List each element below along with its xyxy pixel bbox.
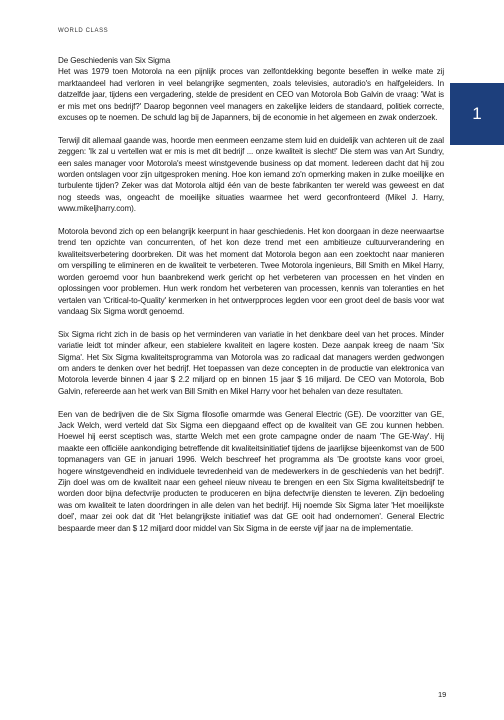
paragraph-3: Motorola bevond zich op een belangrijk keerpunt in haar geschiedenis. Het kon doorgaan in deze neerwaartse trend ten opzichte van concurrenten, of het kon deze trend met een ambitieuze cultuurverandering en kwaliteitsverbetering doorbreken. Dit was het moment dat Motorola begon aan een zoektocht naar manieren om verspilling te elimineren en de kwaliteit te verbeteren. Twee Motorola ingenieurs, Bill Smith en Mikel Harry, worden geroemd voor hun baanbrekend werk gericht op het verbeteren van processen en het vinden en oplossingen voor problemen. Hun werk rondom het verbeteren van processen, kennis van toleranties en het vertalen van 'Critical-to-Quality' kenmerken in het ontwerpproces legden voor een groot deel de basis voor wat vandaag Six Sigma wordt genoemd. — [58, 227, 444, 316]
page-number: 19 — [438, 690, 447, 699]
chapter-tab — [450, 83, 504, 145]
article-body — [58, 55, 444, 545]
section-title: De Geschiedenis van Six Sigma — [58, 56, 171, 65]
running-header: WORLD CLASS — [58, 28, 109, 34]
chapter-number: 1 — [472, 104, 482, 123]
paragraph-2: Terwijl dit allemaal gaande was, hoorde men eenmeen eenzame stem luid en duidelijk van achteren uit de zaal zeggen: 'Ik zal u vertellen wat er mis is met dit bedrijf ... onze kwaliteit is slecht!' Die stem was van Art Sundry, een sales manager voor Motorola's meest winstgevende business op dat moment. Iedereen dacht dat hij zou worden ontslagen voor zijn uitgesproken mening. Hoe kon iemand zo'n opmerking maken in zulke moeilijke en turbulente tijden? Zeker was dat Motorola altijd één van de beste fabrikanten ter wereld was geweest en dat nog steeds was, ongeacht de moeilijke situaties waarmee het werd geconfronteerd (Mikel J. Harry, www.mikeljharry.com). — [58, 135, 444, 214]
paragraph-1: Het was 1979 toen Motorola na een pijnlijk proces van zelfontdekking begonte beseffen in welke mate zij marktaandeel had verloren in veel belangrijke segmenten, zoals televisies, autoradio's en halfgeleiders. In datzelfde jaar, tijdens een vergadering, stelde de president en CEO van Motorola Bob Galvin de vraag: 'Wat is er mis met ons bedrijf?' Daarop begonnen veel managers en zakelijke leiders de standaard, politiek correcte, excuses op te noemen. De schuld lag bij de Japanners, bij de economie in het algemeen en zwak onderzoek. — [58, 67, 444, 123]
paragraph-5: Een van de bedrijven die de Six Sigma filosofie omarmde was General Electric (GE). De voorzitter van GE, Jack Welch, werd verteld dat Six Sigma een diepgaand effect op de kwaliteit van GE zou kunnen hebben. Hoewel hij eerst sceptisch was, startte Welch met een grote campagne onder de naam 'The GE-Way'. Hij maakte een officiële aankondiging betreffende dit kwaliteitsinitiatief tijdens de jaarlijkse bijeenkomst van de 500 topmanagers van GE in januari 1996. Welch beschreef het programma als 'De grootste kans voor groei, hogere winstgevendheid en individuele tevredenheid van de medewerkers in de geschiedenis van het bedrijf'. Zijn doel was om de kwaliteit naar een geheel nieuw niveau te brengen en een Six Sigma kwaliteitsbedrijf te worden door bijna defectvrije producten te produceren en bijna defectvrije diensten te leveren. Zijn bedoeling was om kwaliteit te laten doordringen in alle delen van het bedrijf. Hij noemde Six Sigma later 'Het moeilijkste doel', maar zei ook dat dit 'Het belangrijkste initiatief was dat GE ooit had ondernomen'. General Electric bespaarde meer dan $ 12 miljard door middel van Six Sigma in de eerste vijf jaar na de implementatie. — [58, 409, 444, 533]
paragraph-4: Six Sigma richt zich in de basis op het verminderen van variatie in het denkbare deel van het proces. Minder variatie leidt tot minder afkeur, een stabielere kwaliteit en lagere kosten. Deze aanpak kreeg de naam 'Six Sigma'. Het Six Sigma kwaliteitsprogramma van Motorola was zo radicaal dat managers werden gedwongen om anders te denken over het bedrijf. Het toepassen van deze concepten in de productie van elektronica van Motorola leverde binnen 4 jaar $ 2.2 miljard op en binnen 15 jaar $ 16 miljard. De CEO van Motorola, Bob Galvin, refereerde aan het werk van Bill Smith en Mikel Harry voor het behalen van deze resultaten. — [58, 329, 444, 396]
